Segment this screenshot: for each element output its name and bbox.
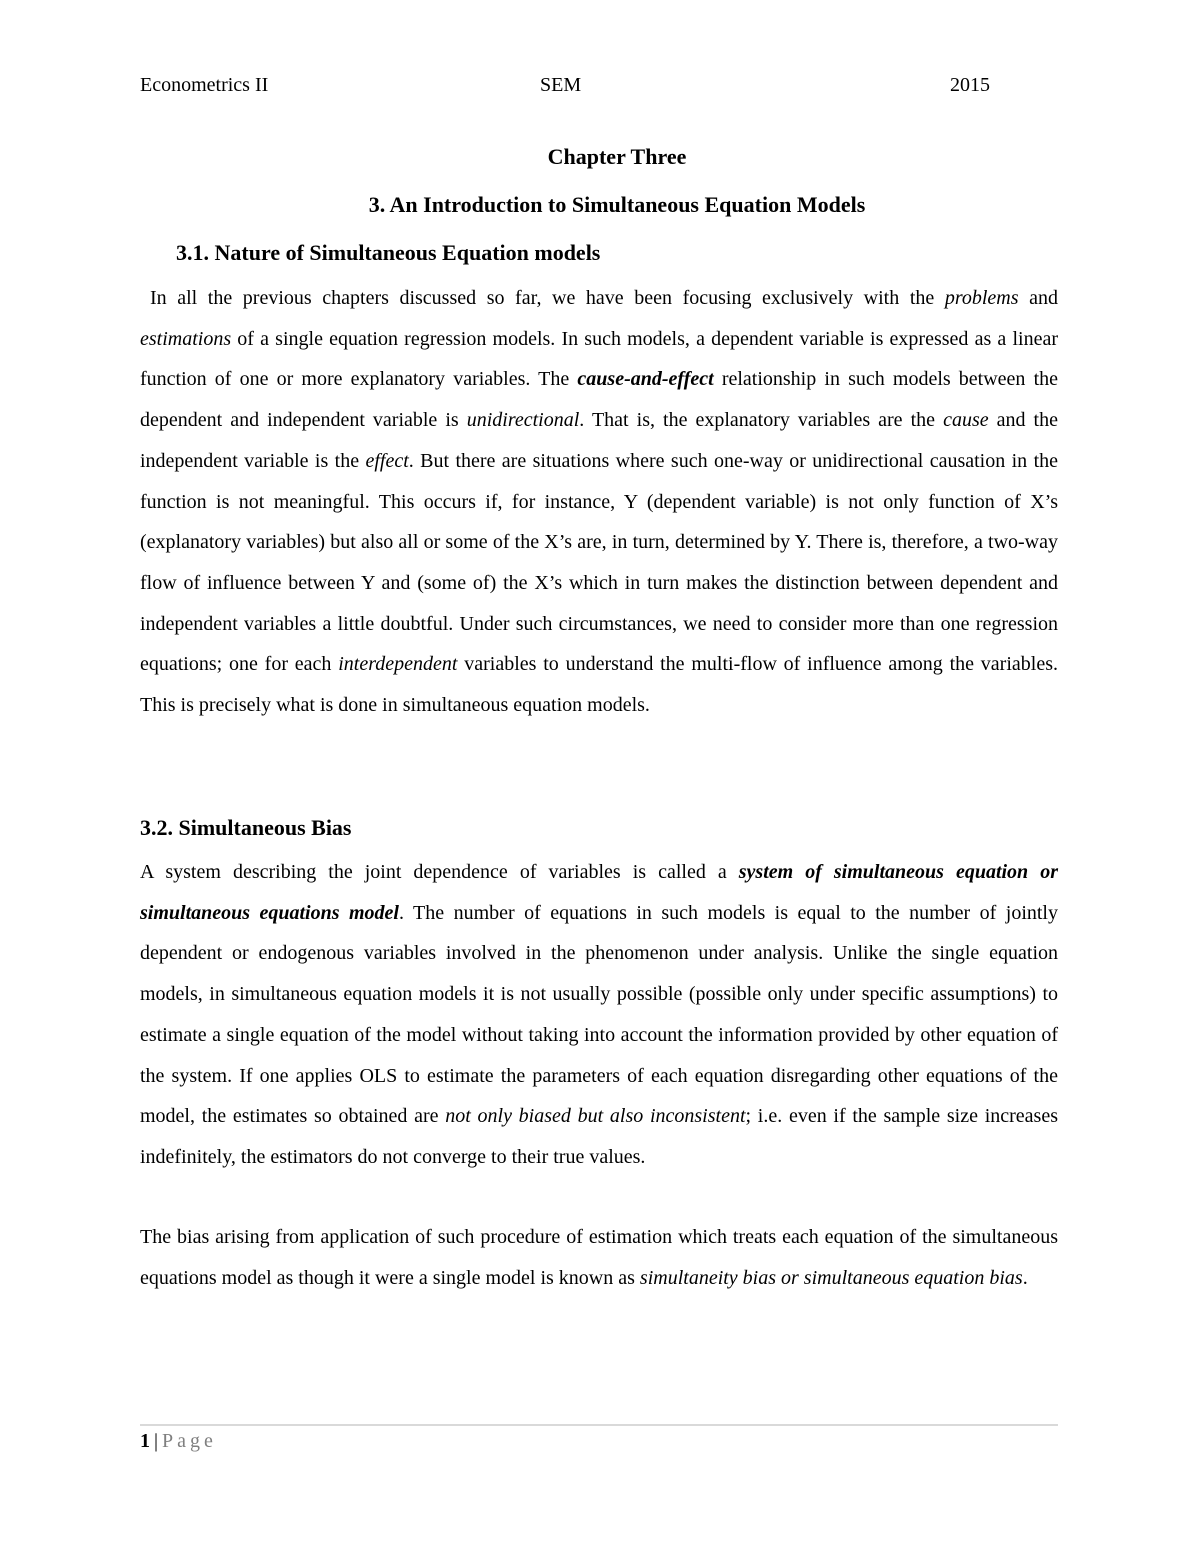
chapter-title: Chapter Three <box>547 144 687 169</box>
page-footer <box>140 1430 217 1453</box>
paragraph-simultaneous-bias: A system describing the joint dependence of variables is called a system of simultaneous equation or simultaneous equations model. The number of equations in such models is equal to the number of jointly dependent or endogenous variables involved in the phenomenon under analysis. Unlike the single equation models, in simultaneous equation models it is not usually possible (possible only under specific assumptions) to estimate a single equation of the model without taking into account the information provided by other equation of the system. If one applies OLS to estimate the parameters of each equation disregarding other equations of the model, the estimates so obtained are not only biased but also inconsistent; i.e. even if the sample size increases indefinitely, the estimators do not converge to their true values. <box>140 861 1058 1168</box>
emphasis-effect: effect <box>365 449 409 472</box>
subsection-title-nature: 3.1. Nature of Simultaneous Equation models <box>176 240 601 265</box>
emphasis-biased-inconsistent: not only biased but also inconsistent <box>445 1105 746 1128</box>
subsection-title-bias: 3.2. Simultaneous Bias <box>140 815 352 840</box>
page-label: Page <box>162 1430 217 1452</box>
header-course-title: Econometrics II <box>140 74 269 96</box>
emphasis-cause: cause <box>943 409 989 432</box>
footer-separator: | <box>154 1430 159 1452</box>
emphasis-estimations: estimations <box>140 327 232 350</box>
emphasis-interdependent: interdependent <box>338 653 458 676</box>
emphasis-problems: problems <box>944 287 1019 309</box>
running-header <box>140 74 990 100</box>
header-year: 2015 <box>950 74 990 96</box>
emphasis-system-of-simultaneous-equation: system of simultaneous equation or simultaneous equations model <box>140 861 1058 924</box>
emphasis-unidirectional: unidirectional <box>466 409 580 432</box>
emphasis-simultaneity-bias: simultaneity bias or simultaneous equation bias <box>639 1266 1023 1289</box>
emphasis-cause-and-effect: cause-and-effect <box>577 368 714 391</box>
footer-divider <box>140 1424 1058 1426</box>
paragraph-nature: In all the previous chapters discussed so far, we have been focusing exclusively with the problems and estimations of a single equation regression models. In such models, a dependent variable is expressed as a linear function of one or more explanatory variables. The cause-and-effect relationship in such models between the dependent and independent variable is unidirectional. That is, the explanatory variables are the cause and the independent variable is the effect. But there are situations where such one-way or unidirectional causation in the function is not meaningful. This occurs if, for instance, Y (dependent variable) is not only function of X’s (explanatory variables) but also all or some of the X’s are, in turn, determined by Y. There is, therefore, a two-way flow of influence between Y and (some of) the X’s which in turn makes the distinction between dependent and independent variables a little doubtful. Under such circumstances, we need to consider more than one regression equations; one for each interdependent variables to understand the multi-flow of influence among the variables. This is precisely what is done in simultaneous equation models. <box>140 287 1059 717</box>
paragraph-simultaneity-bias: The bias arising from application of such procedure of estimation which treats each equation of the simultaneous equations model as though it were a single model is known as simultaneity bias or simultaneous equation bias. <box>140 1226 1058 1289</box>
page-number: 1 <box>140 1430 150 1452</box>
header-topic: SEM <box>540 74 582 96</box>
section-title: 3. An Introduction to Simultaneous Equation Models <box>368 192 866 217</box>
